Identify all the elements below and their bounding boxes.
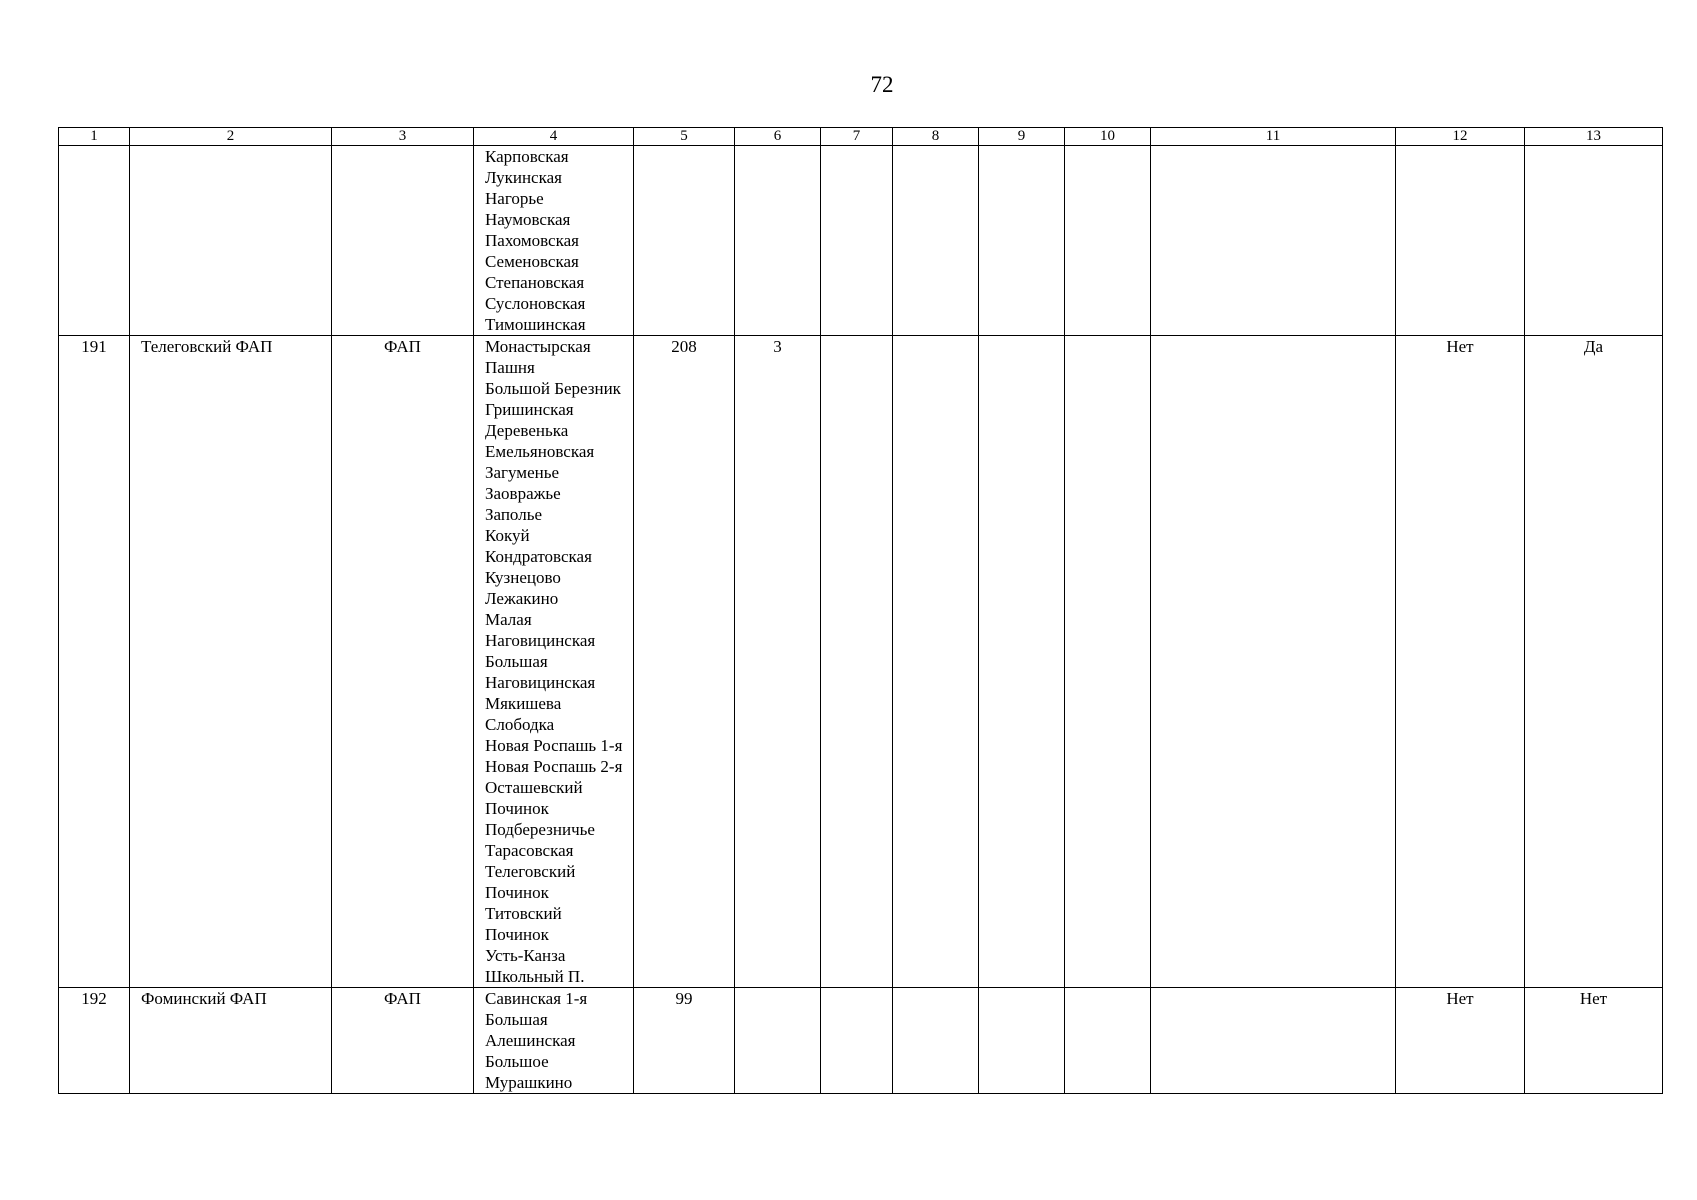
row-number-cell [59, 146, 130, 336]
settlement-name: Гришинская [485, 400, 574, 419]
settlement-name: Степановская [485, 273, 585, 292]
settlement-name: Лежакино [485, 589, 559, 608]
settlement-name: Большой Березник [485, 379, 621, 398]
col13-cell: Да [1525, 336, 1663, 988]
facility-type-cell: ФАП [332, 988, 474, 1094]
col7-cell [821, 988, 893, 1094]
settlement-name: Монастырская [485, 337, 591, 356]
settlement-name: Новая Роспашь 2-я [485, 757, 623, 776]
settlement-name: Слободка [485, 715, 555, 734]
column-header: 11 [1151, 128, 1396, 146]
settlement-name: Починок [485, 883, 549, 902]
facility-name-cell [130, 146, 332, 336]
settlement-name: Заовражье [485, 484, 561, 503]
settlement-name: Пашня [485, 358, 535, 377]
col8-cell [893, 988, 979, 1094]
col13-cell [1525, 146, 1663, 336]
col11-cell [1151, 146, 1396, 336]
col5-cell [634, 146, 735, 336]
col12-cell: Нет [1396, 988, 1525, 1094]
settlement-name: Лукинская [485, 168, 562, 187]
facility-type-cell: ФАП [332, 336, 474, 988]
settlement-name: Емельяновская [485, 442, 595, 461]
col12-cell [1396, 146, 1525, 336]
settlement-name: Починок [485, 799, 549, 818]
settlement-name: Нагорье [485, 189, 544, 208]
col8-cell [893, 146, 979, 336]
col10-cell [1065, 988, 1151, 1094]
settlement-name: Починок [485, 925, 549, 944]
facility-name-cell: Фоминский ФАП [130, 988, 332, 1094]
settlement-name: Загуменье [485, 463, 560, 482]
settlement-name: Большая [485, 1010, 548, 1029]
settlement-name: Кондратовская [485, 547, 592, 566]
column-header: 8 [893, 128, 979, 146]
settlement-name: Кузнецово [485, 568, 561, 587]
column-header: 5 [634, 128, 735, 146]
settlement-name: Савинская 1-я [485, 989, 588, 1008]
settlement-name: Кокуй [485, 526, 530, 545]
column-header: 13 [1525, 128, 1663, 146]
settlement-name: Усть-Канза [485, 946, 566, 965]
settlement-name: Суслоновская [485, 294, 586, 313]
column-header: 7 [821, 128, 893, 146]
facility-type-cell [332, 146, 474, 336]
settlements-cell [474, 146, 634, 336]
page-number: 72 [870, 72, 894, 97]
settlement-name: Пахомовская [485, 231, 579, 250]
settlement-name: Семеновская [485, 252, 579, 271]
col12-cell: Нет [1396, 336, 1525, 988]
header-row [59, 128, 1663, 146]
col8-cell [893, 336, 979, 988]
settlement-name: Новая Роспашь 1-я [485, 736, 623, 755]
settlement-name: Титовский [485, 904, 562, 923]
col6-cell [735, 146, 821, 336]
settlement-name: Наговицинская [485, 631, 596, 650]
settlement-name: Наговицинская [485, 673, 596, 692]
column-header: 9 [979, 128, 1065, 146]
settlement-name: Мякишева [485, 694, 562, 713]
col5-cell: 99 [634, 988, 735, 1094]
table-row [59, 146, 1663, 336]
settlements-cell [474, 336, 634, 988]
column-header: 3 [332, 128, 474, 146]
col9-cell [979, 146, 1065, 336]
col10-cell [1065, 146, 1151, 336]
facility-name-cell: Телеговский ФАП [130, 336, 332, 988]
row-number-cell: 192 [59, 988, 130, 1094]
settlement-name: Тимошинская [485, 315, 586, 334]
settlements-cell [474, 988, 634, 1094]
settlement-name: Мурашкино [485, 1073, 573, 1092]
settlement-name: Телеговский [485, 862, 576, 881]
settlement-name: Малая [485, 610, 532, 629]
col6-cell: 3 [735, 336, 821, 988]
data-table [58, 127, 1663, 1094]
col10-cell [1065, 336, 1151, 988]
col11-cell [1151, 988, 1396, 1094]
col5-cell: 208 [634, 336, 735, 988]
column-header: 12 [1396, 128, 1525, 146]
settlement-name: Подберезничье [485, 820, 595, 839]
column-header: 4 [474, 128, 634, 146]
col9-cell [979, 988, 1065, 1094]
row-number-cell: 191 [59, 336, 130, 988]
col11-cell [1151, 336, 1396, 988]
settlement-name: Карповская [485, 147, 569, 166]
settlement-name: Наумовская [485, 210, 571, 229]
settlement-name: Большая [485, 652, 548, 671]
settlement-name: Алешинская [485, 1031, 576, 1050]
column-header: 10 [1065, 128, 1151, 146]
table-row [59, 988, 1663, 1094]
settlement-name: Заполье [485, 505, 542, 524]
settlement-name: Тарасовская [485, 841, 574, 860]
column-header: 1 [59, 128, 130, 146]
column-header: 2 [130, 128, 332, 146]
table-row [59, 336, 1663, 988]
col7-cell [821, 146, 893, 336]
column-header: 6 [735, 128, 821, 146]
settlement-name: Школьный П. [485, 967, 585, 986]
col9-cell [979, 336, 1065, 988]
settlement-name: Большое [485, 1052, 549, 1071]
settlement-name: Деревенька [485, 421, 569, 440]
settlement-name: Осташевский [485, 778, 583, 797]
col13-cell: Нет [1525, 988, 1663, 1094]
col6-cell [735, 988, 821, 1094]
col7-cell [821, 336, 893, 988]
